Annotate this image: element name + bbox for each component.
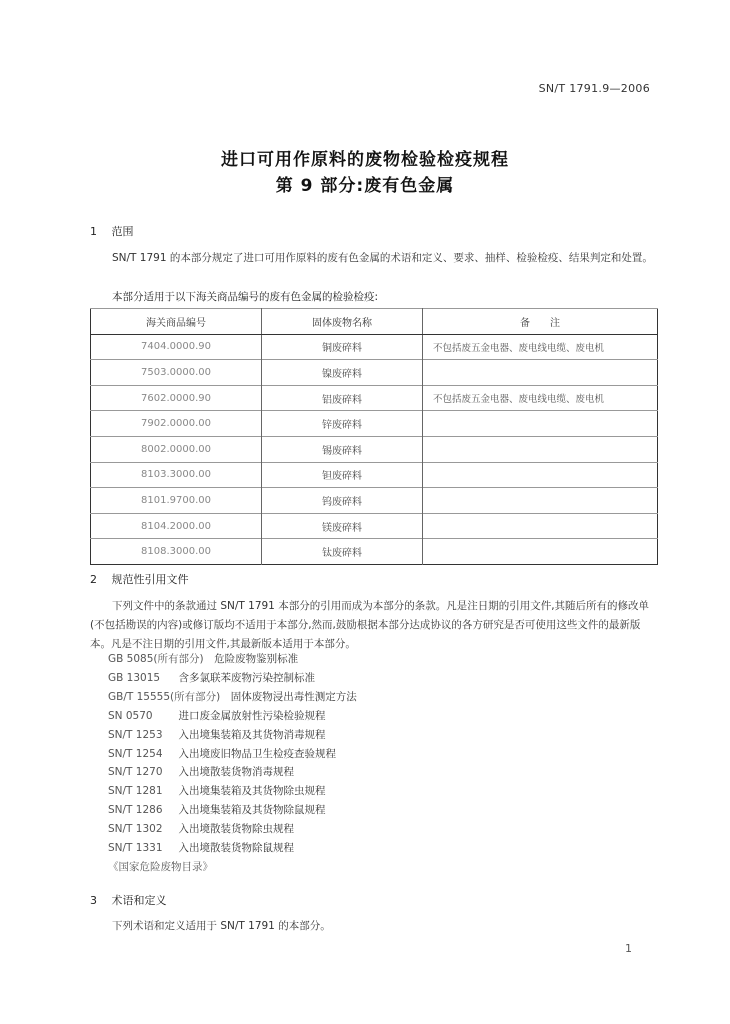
standard-code: SN/T 1791.9—2006 bbox=[538, 82, 650, 95]
list-item bbox=[108, 650, 357, 669]
table-row bbox=[91, 411, 658, 437]
table-row bbox=[91, 513, 658, 539]
list-item bbox=[108, 745, 357, 764]
cell-remarks bbox=[423, 360, 658, 386]
table-row bbox=[91, 462, 658, 488]
section-2-paragraph: 下列文件中的条款通过 SN/T 1791 本部分的引用而成为本部分的条款。凡是注日期的引用文件,其随后所有的修改单(不包括勘误的内容)或修订版均不适用于本部分,然而,鼓励根据本部分达成协议的各方研究是否可使用这些文件的最新版本。凡是不注日期的引用文件,其最新版本适用于本部分。 bbox=[90, 600, 650, 650]
section-title: 术语和定义 bbox=[111, 894, 167, 907]
cell-code: 8002.0000.00 bbox=[91, 436, 262, 462]
list-item bbox=[108, 801, 357, 820]
section-1-paragraph: SN/T 1791 的本部分规定了进口可用作原料的废有色金属的术语和定义、要求、抽样、检验检疫、结果判定和处置。 bbox=[112, 252, 653, 264]
reference-code: SN/T 1253 bbox=[108, 728, 163, 741]
cell-remarks bbox=[423, 462, 658, 488]
table-row bbox=[91, 539, 658, 565]
reference-title: 入出境散装货物消毒规程 bbox=[178, 766, 294, 779]
reference-code: SN/T 1302 bbox=[108, 823, 163, 836]
reference-title: 危险废物鉴别标准 bbox=[214, 653, 299, 665]
cell-code: 7602.0000.90 bbox=[91, 385, 262, 411]
list-item bbox=[108, 669, 357, 688]
reference-code: GB 5085(所有部分) bbox=[108, 653, 204, 665]
section-1-heading bbox=[90, 223, 134, 239]
cell-name: 镍废碎料 bbox=[262, 360, 423, 386]
reference-title: 入出境散装货物除虫规程 bbox=[178, 823, 294, 836]
cell-name: 锌废碎料 bbox=[262, 411, 423, 437]
table-row bbox=[91, 334, 658, 360]
list-item bbox=[108, 839, 357, 858]
cell-code: 7902.0000.00 bbox=[91, 411, 262, 437]
reference-code: GB/T 15555(所有部分) bbox=[108, 690, 221, 703]
cell-remarks bbox=[423, 436, 658, 462]
table-row bbox=[91, 488, 658, 514]
reference-title: 入出境集装箱及其货物除鼠规程 bbox=[178, 804, 326, 817]
document-title: 进口可用作原料的废物检验检疫规程 bbox=[221, 150, 509, 170]
list-item bbox=[108, 726, 357, 745]
cell-code: 8104.2000.00 bbox=[91, 513, 262, 539]
section-number: 2 bbox=[90, 573, 97, 586]
reference-code: SN 0570 bbox=[108, 709, 153, 722]
section-title: 规范性引用文件 bbox=[111, 573, 189, 586]
table-intro: 本部分适用于以下海关商品编号的废有色金属的检验检疫: bbox=[112, 291, 379, 303]
cell-code: 8103.3000.00 bbox=[91, 462, 262, 488]
section-3-heading bbox=[90, 892, 167, 908]
section-number: 3 bbox=[90, 894, 97, 907]
cell-name: 铜废碎料 bbox=[262, 334, 423, 360]
reference-code: SN/T 1270 bbox=[108, 766, 163, 779]
header-remarks: 备 注 bbox=[423, 309, 658, 335]
list-item bbox=[108, 688, 357, 707]
section-3-paragraph: 下列术语和定义适用于 SN/T 1791 的本部分。 bbox=[112, 920, 331, 932]
cell-code: 8108.3000.00 bbox=[91, 539, 262, 565]
section-2-heading bbox=[90, 571, 189, 587]
reference-title: 含多氯联苯废物污染控制标准 bbox=[178, 671, 315, 684]
reference-title: 入出境废旧物品卫生检疫查验规程 bbox=[178, 747, 336, 760]
document-subtitle: 第 9 部分:废有色金属 bbox=[275, 176, 455, 196]
reference-list bbox=[108, 650, 357, 877]
reference-code: SN/T 1281 bbox=[108, 785, 163, 798]
header-code: 海关商品编号 bbox=[91, 309, 262, 335]
customs-code-table bbox=[90, 308, 658, 565]
cell-remarks: 不包括废五金电器、废电线电缆、废电机 bbox=[423, 385, 658, 411]
cell-remarks bbox=[423, 488, 658, 514]
list-item bbox=[108, 763, 357, 782]
cell-name: 镁废碎料 bbox=[262, 513, 423, 539]
reference-title: 入出境集装箱及其货物消毒规程 bbox=[178, 728, 326, 741]
cell-code: 8101.9700.00 bbox=[91, 488, 262, 514]
cell-name: 钛废碎料 bbox=[262, 539, 423, 565]
reference-title: 固体废物浸出毒性测定方法 bbox=[230, 690, 357, 703]
reference-code: 《国家危险废物目录》 bbox=[108, 860, 213, 873]
cell-name: 锡废碎料 bbox=[262, 436, 423, 462]
section-number: 1 bbox=[90, 225, 97, 238]
page-number: 1 bbox=[625, 942, 632, 955]
list-item bbox=[108, 858, 357, 877]
cell-name: 铝废碎料 bbox=[262, 385, 423, 411]
list-item bbox=[108, 820, 357, 839]
cell-code: 7404.0000.90 bbox=[91, 334, 262, 360]
header-name: 固体废物名称 bbox=[262, 309, 423, 335]
section-title: 范围 bbox=[111, 225, 134, 238]
reference-title: 入出境散装货物除鼠规程 bbox=[178, 842, 294, 855]
cell-remarks bbox=[423, 539, 658, 565]
cell-remarks bbox=[423, 513, 658, 539]
reference-code: GB 13015 bbox=[108, 671, 161, 684]
reference-code: SN/T 1331 bbox=[108, 842, 163, 855]
cell-remarks bbox=[423, 411, 658, 437]
table-header-row bbox=[91, 309, 658, 335]
cell-name: 钨废碎料 bbox=[262, 488, 423, 514]
list-item bbox=[108, 782, 357, 801]
table-row bbox=[91, 436, 658, 462]
reference-code: SN/T 1254 bbox=[108, 747, 163, 760]
reference-title: 入出境集装箱及其货物除虫规程 bbox=[178, 785, 326, 798]
cell-remarks: 不包括废五金电器、废电线电缆、废电机 bbox=[423, 334, 658, 360]
table-row bbox=[91, 360, 658, 386]
list-item bbox=[108, 707, 357, 726]
reference-title: 进口废金属放射性污染检验规程 bbox=[178, 709, 326, 722]
cell-name: 钽废碎料 bbox=[262, 462, 423, 488]
table-row bbox=[91, 385, 658, 411]
reference-code: SN/T 1286 bbox=[108, 804, 163, 817]
cell-code: 7503.0000.00 bbox=[91, 360, 262, 386]
